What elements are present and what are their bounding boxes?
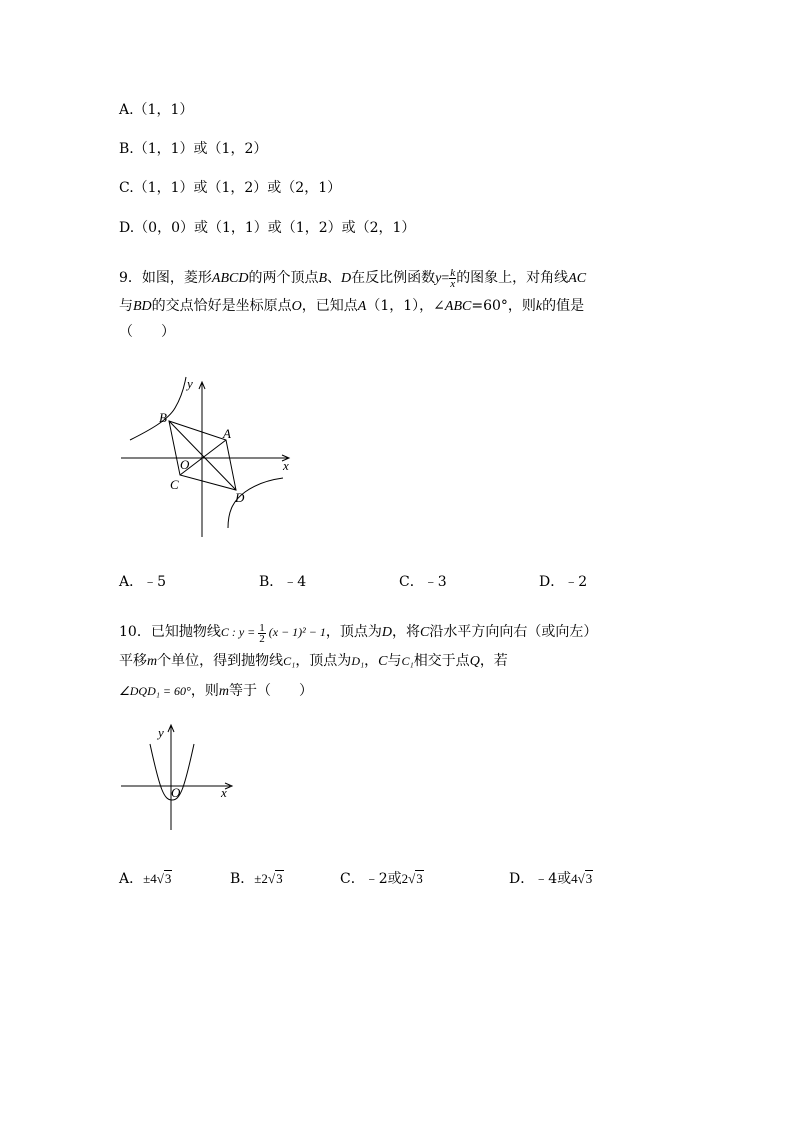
q9-answer-paren: （ ） xyxy=(119,324,175,340)
q10-option-b: B．±2√3 xyxy=(230,871,283,887)
q8-option-a: A.（1，1） xyxy=(119,102,194,118)
q9-label-o: O xyxy=(180,457,190,472)
q10-stem-line1: 10．已知抛物线C : y = $\frac{1}{2}$ (x − 1)² − 1，顶点为D，将C沿水平方向向右（或向左） xyxy=(119,621,598,645)
q9-stem-line1: 9．如图，菱形ABCD的两个顶点B、D在反比例函数y= $\frac{k}{x}$ 的图象上，对角线AC xyxy=(119,267,587,291)
parabola-expression: C : y = $\frac{1}{2}$ (x − 1)² − 1 xyxy=(220,621,326,645)
q9-diagonal-ac xyxy=(180,440,226,475)
q8-option-c: C.（1，1）或（1，2）或（2，1） xyxy=(119,180,342,196)
q9-label-b: B xyxy=(159,410,167,425)
q10-label-x: x xyxy=(221,785,227,800)
q10-option-a: A．±4√3 xyxy=(119,871,172,887)
q9-label-y: y xyxy=(187,376,193,391)
q9-option-b: B．﹣4 xyxy=(259,574,307,590)
q9-hyperbola-upper-left xyxy=(130,377,186,440)
q10-option-d: D．﹣4或4√3 xyxy=(509,871,593,887)
q9-option-d: D．﹣2 xyxy=(539,574,588,590)
function-expression: y= $\frac{k}{x}$ xyxy=(435,267,456,291)
q8-option-d: D.（0，0）或（1，1）或（1，2）或（2，1） xyxy=(119,220,416,236)
q10-option-c: C．﹣2或2√3 xyxy=(340,871,423,887)
q10-parabola xyxy=(150,744,194,800)
q9-x-arrow xyxy=(282,455,289,461)
q9-diagonal-bd xyxy=(169,421,236,490)
q9-rhombus xyxy=(169,421,236,490)
q9-label-x: x xyxy=(283,458,289,473)
q10-stem-line3: ∠DQD₁ = 60°，则m等于（ ） xyxy=(119,683,313,699)
q9-option-c: C．﹣3 xyxy=(399,574,447,590)
q10-stem-line2: 平移m个单位，得到抛物线C₁，顶点为D₁，C与C₁相交于点Q，若 xyxy=(119,653,508,669)
q9-stem-line2: 与BD的交点恰好是坐标原点O，已知点A（1，1），∠ABC=60°，则k的值是 xyxy=(119,298,585,314)
q10-y-arrow xyxy=(168,725,174,732)
q10-label-y: y xyxy=(158,725,164,740)
q10-x-arrow xyxy=(225,783,232,789)
q9-option-a: A．﹣5 xyxy=(119,574,167,590)
q9-y-arrow xyxy=(199,382,205,389)
q9-label-c: C xyxy=(170,477,179,492)
q10-label-o: O xyxy=(171,785,181,800)
q9-label-d: D xyxy=(235,490,245,505)
q8-option-b: B.（1，1）或（1，2） xyxy=(119,141,268,157)
q9-hyperbola-lower-right xyxy=(228,478,283,528)
q9-label-a: A xyxy=(223,426,231,441)
